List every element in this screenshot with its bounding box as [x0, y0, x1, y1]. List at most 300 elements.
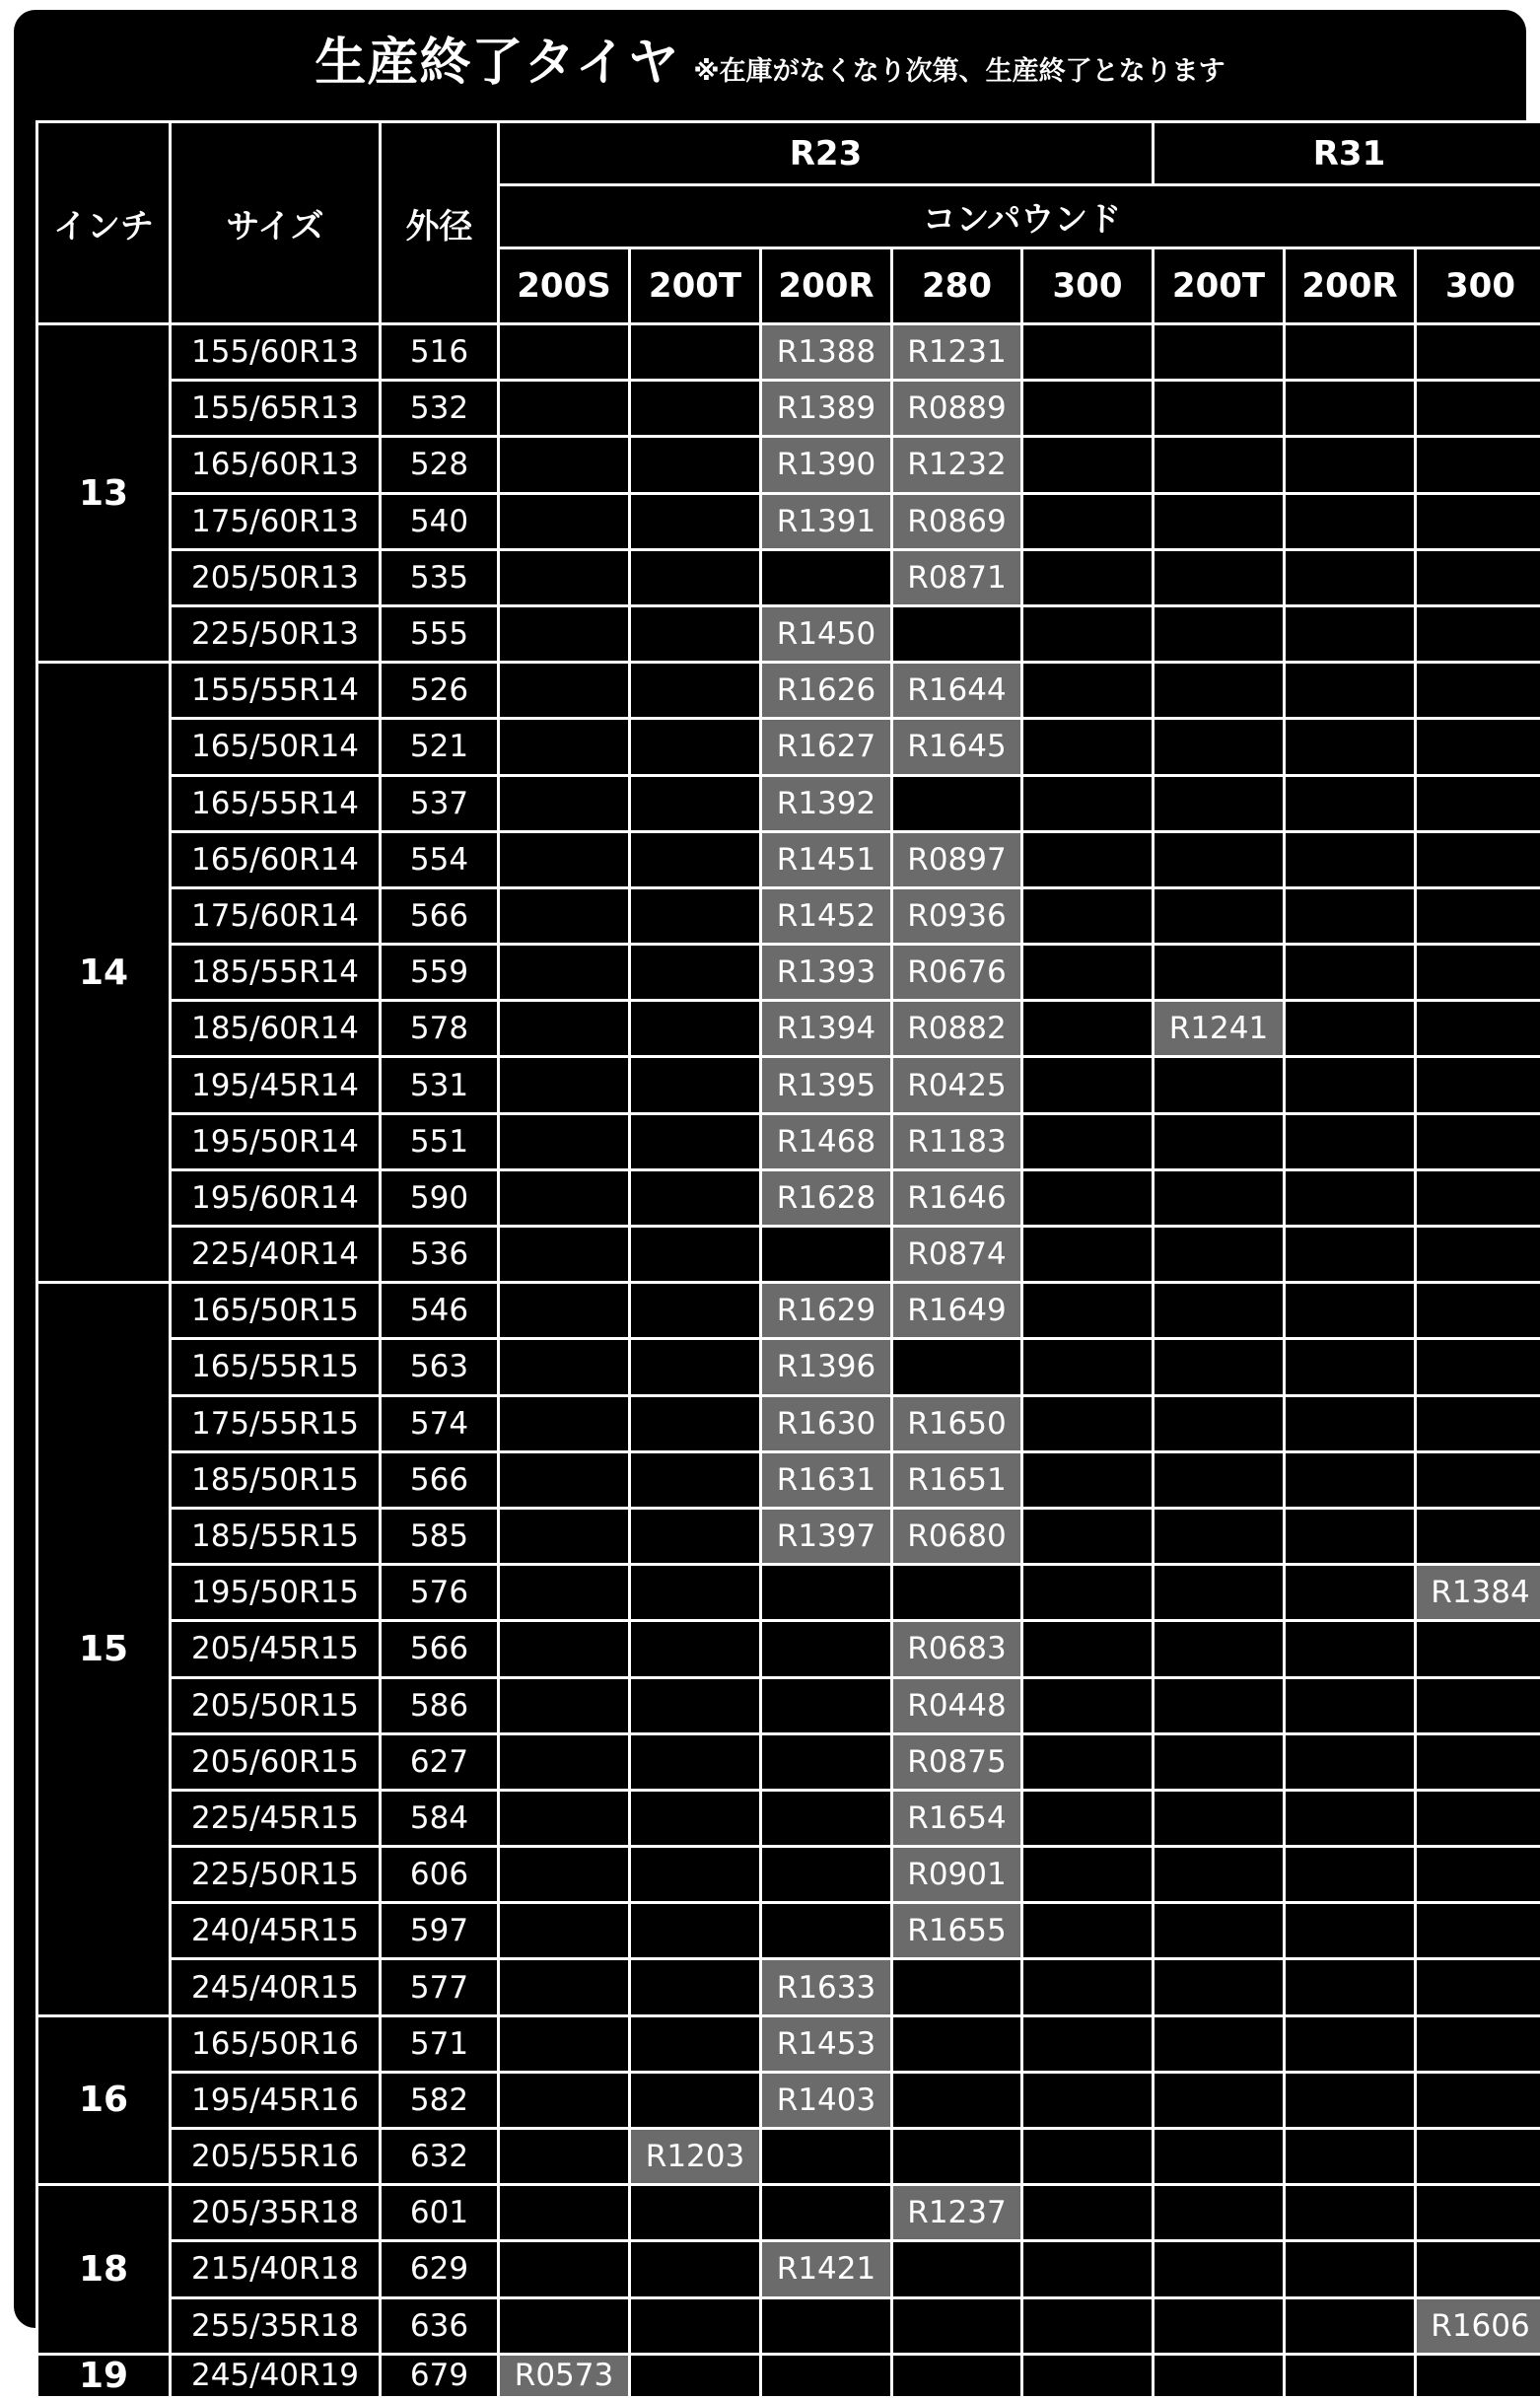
diameter-cell: 632	[382, 2130, 497, 2183]
header-diameter: 外径	[382, 123, 497, 322]
empty-cell	[631, 382, 759, 435]
empty-cell	[1286, 2356, 1414, 2396]
empty-cell	[631, 1960, 759, 2013]
diameter-cell: 532	[382, 382, 497, 435]
empty-cell	[1155, 1115, 1283, 1168]
size-cell: 155/65R13	[172, 382, 379, 435]
header-compound-col: 300	[1023, 249, 1152, 322]
diameter-cell: 526	[382, 664, 497, 717]
product-code-cell: R1649	[893, 1284, 1020, 1337]
size-cell: 205/35R18	[172, 2186, 379, 2239]
empty-cell	[631, 607, 759, 661]
empty-cell	[1155, 1058, 1283, 1111]
empty-cell	[1023, 2130, 1152, 2183]
empty-cell	[500, 1510, 628, 1563]
size-cell: 195/45R14	[172, 1058, 379, 1111]
empty-cell	[1155, 664, 1283, 717]
empty-cell	[1155, 889, 1283, 943]
empty-cell	[1417, 1848, 1540, 1901]
inch-group-label: 13	[38, 325, 169, 661]
size-cell: 155/55R14	[172, 664, 379, 717]
empty-cell	[1023, 1340, 1152, 1393]
empty-cell	[500, 1904, 628, 1957]
empty-cell	[500, 1735, 628, 1789]
empty-cell	[1155, 2242, 1283, 2295]
size-cell: 240/45R15	[172, 1904, 379, 1957]
empty-cell	[1023, 2242, 1152, 2295]
empty-cell	[631, 777, 759, 830]
product-code-cell: R1650	[893, 1397, 1020, 1450]
product-code-cell: R1394	[762, 1002, 890, 1055]
size-cell: 175/60R13	[172, 495, 379, 548]
empty-cell	[1155, 1679, 1283, 1732]
empty-cell	[631, 2186, 759, 2239]
empty-cell	[1417, 2130, 1540, 2183]
page-title: 生産終了タイヤ	[315, 34, 680, 93]
size-cell: 185/55R14	[172, 946, 379, 999]
diameter-cell: 540	[382, 495, 497, 548]
empty-cell	[500, 946, 628, 999]
empty-cell	[1286, 1002, 1414, 1055]
empty-cell	[1417, 607, 1540, 661]
product-code-cell: R0889	[893, 382, 1020, 435]
empty-cell	[1023, 1058, 1152, 1111]
empty-cell	[1023, 1115, 1152, 1168]
empty-cell	[1417, 777, 1540, 830]
diameter-cell: 559	[382, 946, 497, 999]
product-code-cell: R1393	[762, 946, 890, 999]
empty-cell	[1286, 1960, 1414, 2013]
empty-cell	[500, 2299, 628, 2353]
product-code-cell: R0875	[893, 1735, 1020, 1789]
empty-cell	[893, 2130, 1020, 2183]
empty-cell	[1417, 1904, 1540, 1957]
empty-cell	[762, 2299, 890, 2353]
empty-cell	[762, 2130, 890, 2183]
empty-cell	[1286, 1058, 1414, 1111]
empty-cell	[762, 551, 890, 604]
empty-cell	[1417, 664, 1540, 717]
diameter-cell: 521	[382, 720, 497, 773]
empty-cell	[500, 1058, 628, 1111]
empty-cell	[1023, 889, 1152, 943]
product-code-cell: R0683	[893, 1622, 1020, 1675]
diameter-cell: 528	[382, 438, 497, 491]
empty-cell	[1155, 607, 1283, 661]
empty-cell	[1155, 1622, 1283, 1675]
empty-cell	[1023, 1848, 1152, 1901]
diameter-cell: 571	[382, 2017, 497, 2071]
empty-cell	[1417, 1340, 1540, 1393]
size-cell: 225/50R13	[172, 607, 379, 661]
empty-cell	[1155, 1960, 1283, 2013]
empty-cell	[500, 1228, 628, 1281]
product-code-cell: R1388	[762, 325, 890, 379]
empty-cell	[500, 1566, 628, 1619]
empty-cell	[1023, 1171, 1152, 1225]
product-code-cell: R0425	[893, 1058, 1020, 1111]
empty-cell	[1417, 2017, 1540, 2071]
product-code-cell: R1646	[893, 1171, 1020, 1225]
empty-cell	[762, 1228, 890, 1281]
empty-cell	[893, 2242, 1020, 2295]
header-compound-col: 200R	[1286, 249, 1414, 322]
empty-cell	[1155, 1397, 1283, 1450]
empty-cell	[1417, 1735, 1540, 1789]
size-cell: 205/60R15	[172, 1735, 379, 1789]
diameter-cell: 546	[382, 1284, 497, 1337]
size-cell: 165/60R13	[172, 438, 379, 491]
empty-cell	[631, 1228, 759, 1281]
title-bar	[14, 10, 1526, 116]
empty-cell	[1155, 495, 1283, 548]
empty-cell	[1417, 1171, 1540, 1225]
empty-cell	[500, 2242, 628, 2295]
empty-cell	[1417, 1453, 1540, 1507]
empty-cell	[631, 495, 759, 548]
empty-cell	[631, 1904, 759, 1957]
empty-cell	[1417, 1960, 1540, 2013]
product-code-cell: R1421	[762, 2242, 890, 2295]
empty-cell	[1023, 1792, 1152, 1845]
header-compound-col: 280	[893, 249, 1020, 322]
empty-cell	[1286, 946, 1414, 999]
product-code-cell: R1403	[762, 2074, 890, 2127]
inch-group-label: 16	[38, 2017, 169, 2184]
empty-cell	[631, 2356, 759, 2396]
size-cell: 205/45R15	[172, 1622, 379, 1675]
inch-group-label: 14	[38, 664, 169, 1281]
size-cell: 215/40R18	[172, 2242, 379, 2295]
size-cell: 185/55R15	[172, 1510, 379, 1563]
header-size: サイズ	[172, 123, 379, 322]
empty-cell	[1286, 664, 1414, 717]
size-cell: 185/60R14	[172, 1002, 379, 1055]
product-code-cell: R1397	[762, 1510, 890, 1563]
empty-cell	[1155, 2186, 1283, 2239]
product-code-cell: R0869	[893, 495, 1020, 548]
diameter-cell: 584	[382, 1792, 497, 1845]
product-code-cell: R1631	[762, 1453, 890, 1507]
product-code-cell: R1231	[893, 325, 1020, 379]
empty-cell	[1417, 325, 1540, 379]
product-code-cell: R1651	[893, 1453, 1020, 1507]
empty-cell	[1155, 777, 1283, 830]
size-cell: 205/50R15	[172, 1679, 379, 1732]
diameter-cell: 576	[382, 1566, 497, 1619]
empty-cell	[631, 438, 759, 491]
empty-cell	[1023, 1002, 1152, 1055]
empty-cell	[1417, 438, 1540, 491]
product-code-cell: R1629	[762, 1284, 890, 1337]
empty-cell	[1286, 1848, 1414, 1901]
empty-cell	[1023, 2074, 1152, 2127]
product-code-cell: R0901	[893, 1848, 1020, 1901]
header-compound-col: 200T	[631, 249, 759, 322]
empty-cell	[1286, 495, 1414, 548]
empty-cell	[1155, 1453, 1283, 1507]
empty-cell	[1023, 2017, 1152, 2071]
diameter-cell: 536	[382, 1228, 497, 1281]
product-code-cell: R1452	[762, 889, 890, 943]
diameter-cell: 627	[382, 1735, 497, 1789]
empty-cell	[631, 1284, 759, 1337]
empty-cell	[1286, 1340, 1414, 1393]
empty-cell	[893, 2299, 1020, 2353]
empty-cell	[1286, 1622, 1414, 1675]
product-code-cell: R1626	[762, 664, 890, 717]
empty-cell	[631, 2299, 759, 2353]
empty-cell	[1023, 1735, 1152, 1789]
empty-cell	[1023, 325, 1152, 379]
diameter-cell: 578	[382, 1002, 497, 1055]
empty-cell	[1417, 720, 1540, 773]
empty-cell	[762, 2186, 890, 2239]
size-cell: 165/60R14	[172, 833, 379, 886]
product-code-cell: R1241	[1155, 1002, 1283, 1055]
empty-cell	[1286, 1115, 1414, 1168]
size-cell: 165/55R15	[172, 1340, 379, 1393]
product-code-cell: R1384	[1417, 1566, 1540, 1619]
product-code-cell: R0871	[893, 551, 1020, 604]
size-cell: 175/55R15	[172, 1397, 379, 1450]
empty-cell	[631, 2017, 759, 2071]
empty-cell	[631, 1848, 759, 1901]
empty-cell	[1023, 720, 1152, 773]
empty-cell	[762, 1792, 890, 1845]
size-cell: 195/50R15	[172, 1566, 379, 1619]
empty-cell	[1286, 1284, 1414, 1337]
size-cell: 195/50R14	[172, 1115, 379, 1168]
empty-cell	[1286, 1453, 1414, 1507]
product-code-cell: R0874	[893, 1228, 1020, 1281]
empty-cell	[1286, 1566, 1414, 1619]
header-compound-col: 200T	[1155, 249, 1283, 322]
product-code-cell: R1237	[893, 2186, 1020, 2239]
empty-cell	[1417, 833, 1540, 886]
diameter-cell: 590	[382, 1171, 497, 1225]
empty-cell	[1155, 946, 1283, 999]
empty-cell	[762, 2356, 890, 2396]
empty-cell	[1023, 382, 1152, 435]
empty-cell	[1155, 1566, 1283, 1619]
empty-cell	[1023, 438, 1152, 491]
diameter-cell: 597	[382, 1904, 497, 1957]
empty-cell	[1023, 551, 1152, 604]
empty-cell	[1286, 2130, 1414, 2183]
empty-cell	[500, 1792, 628, 1845]
empty-cell	[1023, 495, 1152, 548]
empty-cell	[1286, 889, 1414, 943]
empty-cell	[1417, 1058, 1540, 1111]
diameter-cell: 601	[382, 2186, 497, 2239]
diameter-cell: 554	[382, 833, 497, 886]
inch-group-label: 15	[38, 1284, 169, 2013]
diameter-cell: 586	[382, 1679, 497, 1732]
header-compound: コンパウンド	[500, 186, 1540, 247]
empty-cell	[500, 495, 628, 548]
empty-cell	[1286, 2186, 1414, 2239]
empty-cell	[631, 1453, 759, 1507]
empty-cell	[631, 1792, 759, 1845]
empty-cell	[1417, 1622, 1540, 1675]
empty-cell	[893, 2074, 1020, 2127]
empty-cell	[1155, 1510, 1283, 1563]
product-code-cell: R0882	[893, 1002, 1020, 1055]
empty-cell	[1286, 720, 1414, 773]
empty-cell	[1155, 382, 1283, 435]
product-code-cell: R1654	[893, 1792, 1020, 1845]
empty-cell	[1286, 1510, 1414, 1563]
empty-cell	[1417, 889, 1540, 943]
size-cell: 165/50R14	[172, 720, 379, 773]
diameter-cell: 636	[382, 2299, 497, 2353]
diameter-cell: 537	[382, 777, 497, 830]
empty-cell	[762, 1622, 890, 1675]
size-cell: 245/40R15	[172, 1960, 379, 2013]
empty-cell	[631, 1397, 759, 1450]
size-cell: 185/50R15	[172, 1453, 379, 1507]
empty-cell	[893, 1340, 1020, 1393]
product-code-cell: R1391	[762, 495, 890, 548]
empty-cell	[500, 1002, 628, 1055]
empty-cell	[1155, 1792, 1283, 1845]
empty-cell	[893, 1566, 1020, 1619]
product-code-cell: R1468	[762, 1115, 890, 1168]
empty-cell	[1023, 1284, 1152, 1337]
title-note: ※在庫がなくなり次第、生産終了となります	[693, 56, 1225, 87]
empty-cell	[500, 889, 628, 943]
product-code-cell: R1655	[893, 1904, 1020, 1957]
empty-cell	[631, 833, 759, 886]
empty-cell	[1155, 2017, 1283, 2071]
empty-cell	[1417, 2356, 1540, 2396]
empty-cell	[1023, 1904, 1152, 1957]
empty-cell	[1286, 1904, 1414, 1957]
empty-cell	[1286, 1228, 1414, 1281]
empty-cell	[500, 1171, 628, 1225]
empty-cell	[1155, 1848, 1283, 1901]
empty-cell	[631, 1510, 759, 1563]
empty-cell	[631, 1566, 759, 1619]
empty-cell	[1023, 1510, 1152, 1563]
empty-cell	[631, 1115, 759, 1168]
diameter-cell: 585	[382, 1510, 497, 1563]
empty-cell	[762, 1904, 890, 1957]
empty-cell	[1023, 777, 1152, 830]
product-code-cell: R1389	[762, 382, 890, 435]
empty-cell	[1155, 833, 1283, 886]
size-cell: 255/35R18	[172, 2299, 379, 2353]
product-code-cell: R0680	[893, 1510, 1020, 1563]
empty-cell	[500, 1622, 628, 1675]
empty-cell	[631, 1171, 759, 1225]
empty-cell	[1023, 1566, 1152, 1619]
inch-group-label: 19	[38, 2356, 169, 2396]
empty-cell	[1155, 2074, 1283, 2127]
empty-cell	[1023, 2299, 1152, 2353]
empty-cell	[631, 325, 759, 379]
product-code-cell: R1633	[762, 1960, 890, 2013]
empty-cell	[1417, 551, 1540, 604]
empty-cell	[1417, 1510, 1540, 1563]
product-code-cell: R1203	[631, 2130, 759, 2183]
header-compound-col: 200R	[762, 249, 890, 322]
empty-cell	[1023, 1397, 1152, 1450]
empty-cell	[631, 889, 759, 943]
empty-cell	[1155, 1171, 1283, 1225]
size-cell: 155/60R13	[172, 325, 379, 379]
product-code-cell: R1395	[762, 1058, 890, 1111]
empty-cell	[1155, 1904, 1283, 1957]
empty-cell	[500, 325, 628, 379]
product-code-cell: R1644	[893, 664, 1020, 717]
empty-cell	[631, 1735, 759, 1789]
empty-cell	[631, 1058, 759, 1111]
empty-cell	[1155, 2356, 1283, 2396]
product-code-cell: R1396	[762, 1340, 890, 1393]
empty-cell	[1417, 1397, 1540, 1450]
diameter-cell: 531	[382, 1058, 497, 1111]
product-code-cell: R0573	[500, 2356, 628, 2396]
empty-cell	[893, 2356, 1020, 2396]
empty-cell	[1155, 1340, 1283, 1393]
empty-cell	[1286, 325, 1414, 379]
empty-cell	[1155, 2299, 1283, 2353]
empty-cell	[500, 1848, 628, 1901]
header-compound-col: 300	[1417, 249, 1540, 322]
empty-cell	[1023, 1622, 1152, 1675]
product-code-cell: R0448	[893, 1679, 1020, 1732]
empty-cell	[762, 1848, 890, 1901]
size-cell: 205/55R16	[172, 2130, 379, 2183]
header-compound-col: 200S	[500, 249, 628, 322]
empty-cell	[1155, 325, 1283, 379]
empty-cell	[1417, 2074, 1540, 2127]
empty-cell	[500, 1453, 628, 1507]
size-cell: 225/45R15	[172, 1792, 379, 1845]
diameter-cell: 566	[382, 1453, 497, 1507]
diameter-cell: 535	[382, 551, 497, 604]
product-code-cell: R1627	[762, 720, 890, 773]
empty-cell	[500, 1284, 628, 1337]
discontinued-tire-table	[35, 120, 1540, 2399]
empty-cell	[500, 777, 628, 830]
empty-cell	[500, 2074, 628, 2127]
inch-group-label: 18	[38, 2186, 169, 2353]
diameter-cell: 566	[382, 889, 497, 943]
empty-cell	[1155, 551, 1283, 604]
empty-cell	[1286, 1679, 1414, 1732]
size-cell: 165/50R16	[172, 2017, 379, 2071]
empty-cell	[1023, 2356, 1152, 2396]
product-code-cell: R0936	[893, 889, 1020, 943]
empty-cell	[1155, 438, 1283, 491]
diameter-cell: 555	[382, 607, 497, 661]
empty-cell	[631, 946, 759, 999]
empty-cell	[1023, 833, 1152, 886]
empty-cell	[631, 1622, 759, 1675]
size-cell: 225/40R14	[172, 1228, 379, 1281]
empty-cell	[1023, 2186, 1152, 2239]
empty-cell	[1023, 1960, 1152, 2013]
empty-cell	[500, 382, 628, 435]
empty-cell	[1417, 2186, 1540, 2239]
empty-cell	[1286, 1171, 1414, 1225]
header-inch: インチ	[38, 123, 169, 322]
diameter-cell: 551	[382, 1115, 497, 1168]
diameter-cell: 679	[382, 2356, 497, 2396]
